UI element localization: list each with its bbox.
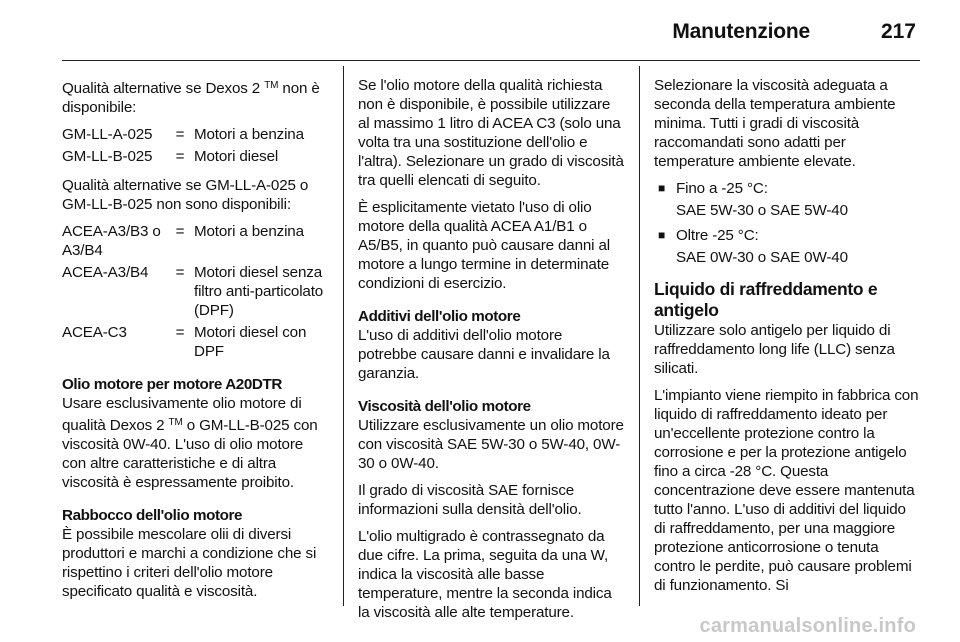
paragraph: Il grado di viscosità SAE fornisce informazioni sulla densità dell'olio. — [358, 482, 582, 518]
spec-key: GM-LL-A-025 — [62, 126, 153, 143]
bullet-list — [654, 179, 920, 267]
bullet-label: Fino a -25 °C: — [676, 180, 768, 197]
subheading: Viscosità dell'olio motore — [358, 398, 531, 415]
spec-key: GM-LL-B-025 — [62, 148, 153, 165]
column-divider-2 — [639, 66, 640, 606]
spec-value: Motori diesel con DPF — [194, 324, 307, 360]
bullet-square-icon: ■ — [658, 228, 666, 242]
text: non è disponibile: — [62, 80, 320, 116]
spec-key: ACEA-A3/B3 o A3/B4 — [62, 223, 161, 259]
spec-key: ACEA-C3 — [62, 324, 127, 341]
table-row — [62, 222, 328, 260]
spec-value: Motori a benzina — [194, 223, 304, 240]
subheading: Olio motore per motore A20DTR — [62, 376, 282, 393]
table-row — [62, 323, 328, 361]
spec-value: Motori a benzina — [194, 126, 304, 143]
trademark: TM — [168, 417, 183, 428]
page-number: 217 — [880, 20, 916, 43]
table-row — [62, 147, 328, 166]
column-divider-1 — [343, 66, 344, 606]
equals-sign: = — [175, 324, 185, 341]
paragraph: Utilizzare esclusivamente un olio motore con viscosità SAE 5W-30 o 5W-40, 0W-30 o 0W-40. — [358, 417, 624, 472]
bullet-value: SAE 0W-30 o SAE 0W-40 — [676, 249, 848, 266]
text: Usare esclusivamente olio motore di qualità Dexos 2 — [62, 395, 302, 434]
spec-table-2 — [62, 222, 328, 361]
equals-sign: = — [175, 264, 185, 281]
paragraph: Selezionare la viscosità adeguata a seconda della temperatura ambiente minima. Tutti i gradi di viscosità raccomandati sono adatti per temperature ambiente elevate. — [654, 77, 896, 170]
section-title: Manutenzione — [672, 20, 810, 43]
paragraph — [62, 394, 328, 492]
paragraph: L'uso di additivi dell'olio motore potrebbe causare danni e invalidare la garanzia. — [358, 327, 610, 382]
column-1 — [62, 76, 328, 609]
paragraph: Qualità alternative se GM-LL-A-025 o GM-LL-B-025 non sono disponibili: — [62, 177, 309, 213]
spec-table-1 — [62, 125, 328, 166]
equals-sign: = — [175, 148, 185, 165]
list-item — [654, 226, 920, 245]
subheading: Additivi dell'olio motore — [358, 308, 521, 325]
bullet-value: SAE 5W-30 o SAE 5W-40 — [676, 202, 848, 219]
table-row — [62, 263, 328, 320]
spec-value: Motori diesel — [194, 148, 279, 165]
paragraph — [62, 76, 328, 117]
watermark: carmanualsonline.info — [699, 615, 916, 637]
text: o GM-LL-B-025 con viscosità 0W-40. L'uso di olio motore con altre caratteristiche e di altra viscosità è espressamente proibito. — [62, 417, 318, 491]
header-divider — [62, 60, 920, 61]
list-item — [654, 179, 920, 198]
paragraph: L'olio multigrado è contrassegnato da due cifre. La prima, seguita da una W, indica la viscosità alle basse temperature, mentre la seconda indica la viscosità alle alte temperature. — [358, 528, 612, 621]
bullet-square-icon: ■ — [658, 181, 666, 195]
paragraph: Utilizzare solo antigelo per liquido di raffreddamento long life (LLC) senza silicati. — [654, 322, 895, 377]
column-3 — [654, 76, 920, 603]
equals-sign: = — [175, 223, 185, 240]
spec-value: Motori diesel senza filtro anti-particolato (DPF) — [194, 264, 324, 319]
subheading: Rabbocco dell'olio motore — [62, 507, 243, 524]
paragraph: È esplicitamente vietato l'uso di olio motore della qualità ACEA A1/B1 o A5/B5, in quanto può causare danni al motore a lungo termine in determinate condizioni di esercizio. — [358, 199, 610, 292]
equals-sign: = — [175, 126, 185, 143]
section-heading: Liquido di raffreddamento e antigelo — [654, 279, 878, 320]
table-row — [62, 125, 328, 144]
trademark: TM — [264, 80, 279, 91]
bullet-label: Oltre -25 °C: — [676, 227, 759, 244]
paragraph: È possibile mescolare olii di diversi produttori e marchi a condizione che si rispettino i criteri dell'olio motore specificato qualità e viscosità. — [62, 526, 317, 600]
paragraph: Se l'olio motore della qualità richiesta non è disponibile, è possibile utilizzare al massimo 1 litro di ACEA C3 (solo una volta tra una sostituzione dell'olio e l'altra). Selezionare un grado di viscosità tra quelli elencati di seguito. — [358, 77, 624, 189]
text: Qualità alternative se Dexos 2 — [62, 80, 265, 97]
spec-key: ACEA-A3/B4 — [62, 264, 149, 281]
column-2 — [358, 76, 624, 630]
paragraph: L'impianto viene riempito in fabbrica con liquido di raffreddamento ideato per un'eccellente protezione contro la corrosione e per la protezione antigelo fino a circa -28 °C. Questa concentrazione deve essere mantenuta tutto l'anno. L'uso di additivi del liquido di raffreddamento, per una maggiore protezione anticorrosione o tenuta contro le perdite, può causare problemi di funzionamento. Si — [654, 387, 919, 594]
